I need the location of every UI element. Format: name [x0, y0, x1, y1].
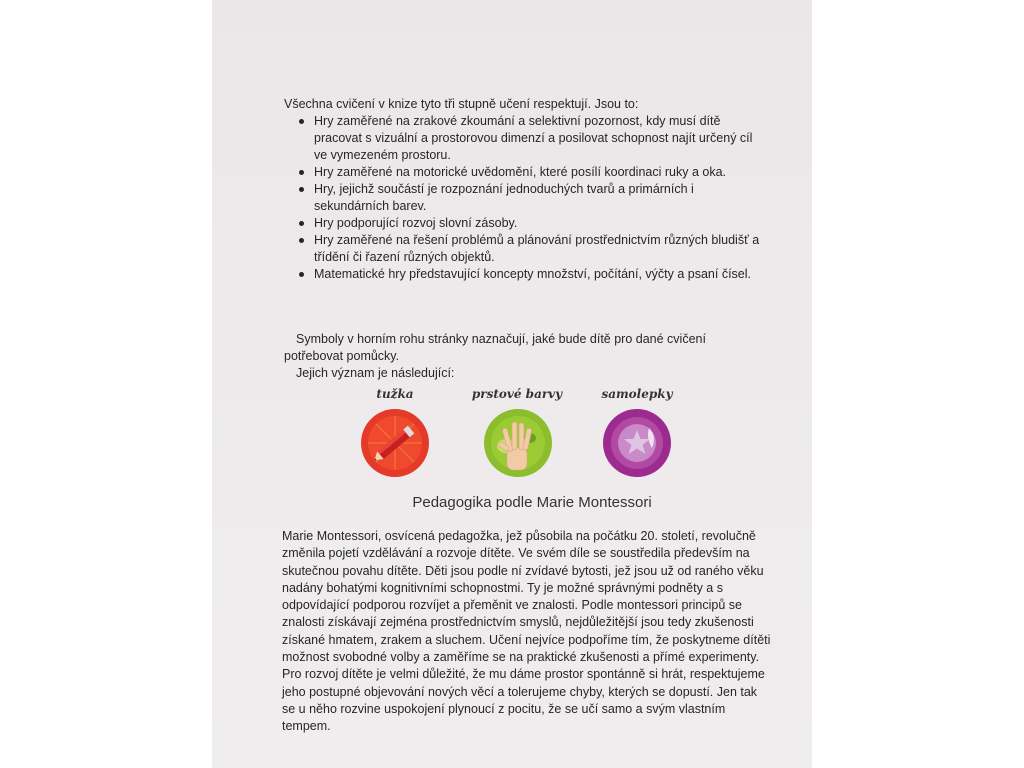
symbols-text: Symboly v horním rohu stránky naznačují, jaké bude dítě pro dané cvičení potřebovat pomůcky. — [284, 332, 706, 363]
intro-text: Všechna cvičení v knize tyto tři stupně učení respektují. Jsou to: — [284, 97, 639, 111]
meaning-text: Jejich význam je následující: — [296, 366, 455, 380]
pencil-icon — [360, 408, 430, 478]
symbol-label-finger-paint: prstové barvy — [471, 387, 563, 401]
list-item: Matematické hry představující koncepty množství, počítání, výčty a psaní čísel. — [282, 266, 762, 283]
list-item: Hry podporující rozvoj slovní zásoby. — [282, 215, 762, 232]
symbol-label-stickers: samolepky — [601, 387, 673, 401]
hand-paint-icon — [483, 408, 553, 478]
book-page — [212, 0, 812, 768]
section-title: Pedagogika podle Marie Montessori — [412, 494, 652, 511]
list-item: Hry zaměřené na motorické uvědomění, které posílí koordinaci ruky a oka. — [282, 164, 762, 181]
list-item: Hry zaměřené na řešení problémů a plánování prostřednictvím různých bludišť a třídění či řazení různých objektů. — [282, 232, 762, 266]
list-item: Hry zaměřené na zrakové zkoumání a selektivní pozornost, kdy musí dítě pracovat s vizuální a prostorovou dimenzí a posilovat schopnost najít určený cíl ve vymezeném prostoru. — [282, 113, 762, 164]
sticker-icon — [602, 408, 672, 478]
symbol-label-pencil: tužka — [376, 387, 414, 401]
list-item: Hry, jejichž součástí je rozpoznání jednoduchých tvarů a primárních i sekundárních barev. — [282, 181, 762, 215]
body-paragraph: Marie Montessori, osvícená pedagožka, jež působila na počátku 20. století, revolučně změnila pojetí vzdělávání a rozvoje dítěte. Ve svém díle se soustředila především na skutečnou povahu dítěte. Děti jsou podle ní zvídavé bytosti, jež jsou už od raného věku nadány bohatými kognitivními schopnostmi. Ty je možné správnými podněty a s odpovídající podporou rozvíjet a přeměnit ve znalosti. Podle montessori principů se znalosti získávají zejména prostřednictvím smyslů, nejdůležitější jsou tedy zkušenosti získané hmatem, zrakem a sluchem. Učení nejvíce podpoříme tím, že poskytneme dítěti možnost svobodné volby a zaměříme se na praktické zkušenosti a přímé experimenty. Pro rozvoj dítěte je velmi důležité, že mu dáme prostor spontánně si hrát, respektujeme jeho postupné objevování nových věcí a tolerujeme chyby, kterých se dopustí. Jen tak se u něho rozvine uspokojení plynoucí z pocitu, že se učí samo a svým vlastním tempem. — [282, 529, 771, 734]
exercise-list — [282, 113, 762, 283]
